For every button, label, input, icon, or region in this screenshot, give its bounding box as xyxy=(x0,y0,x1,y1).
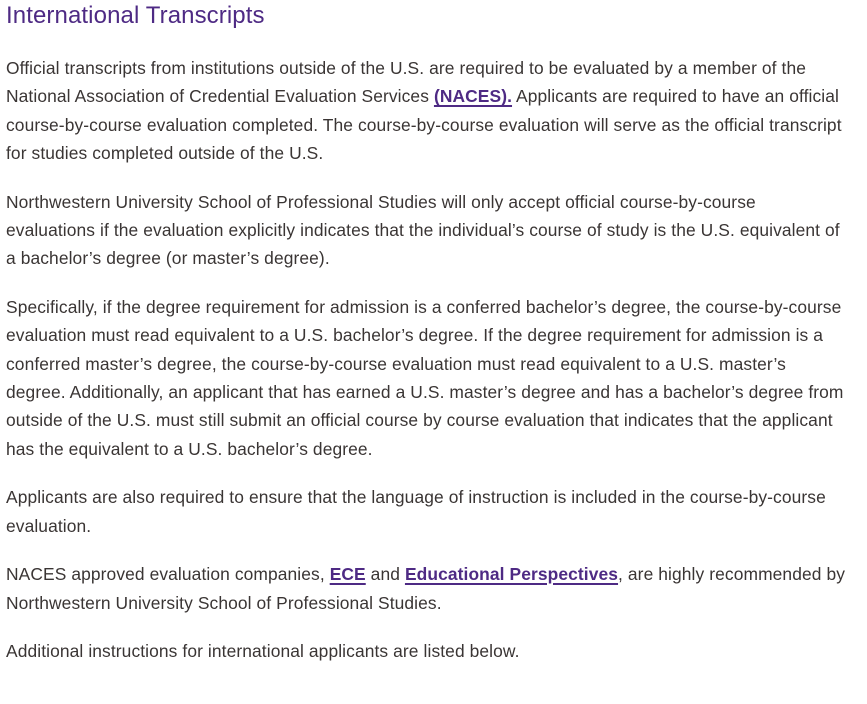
paragraph xyxy=(6,483,846,540)
paragraph xyxy=(6,637,846,665)
article-body xyxy=(6,54,846,665)
paragraph-text: Applicants are required to have an official course-by-course evaluation completed. The course-by-course evaluation will serve as the official transcript for studies completed outside of the U.S. xyxy=(6,86,842,164)
ece-link[interactable]: ECE xyxy=(329,564,366,585)
naces-link[interactable]: (NACES). xyxy=(433,86,513,107)
paragraph-text: Specifically, if the degree requirement for admission is a conferred bachelor’s degree, the course-by-course evaluation must read equivalent to a U.S. bachelor’s degree. If the degree requirement for admission is a conferred master’s degree, the course-by-course evaluation must read equivalent to a U.S. master’s degree. Additionally, an applicant that has earned a U.S. master’s degree and has a bachelor’s degree from outside of the U.S. must still submit an official course by course evaluation that indicates that the applicant has the equivalent to a U.S. bachelor’s degree. xyxy=(6,296,844,459)
paragraph-text: Northwestern University School of Professional Studies will only accept official course-by-course evaluations if the evaluation explicitly indicates that the individual’s course of study is the U.S. equivalent of a bachelor’s degree (or master’s degree). xyxy=(6,191,840,269)
paragraph-text: Additional instructions for international applicants are listed below. xyxy=(6,640,520,661)
page-title: International Transcripts xyxy=(6,2,265,29)
educational-perspectives-link[interactable]: Educational Perspectives xyxy=(404,564,619,585)
paragraph-text: , are highly recommended by Northwestern University School of Professional Studies. xyxy=(6,564,846,613)
paragraph xyxy=(6,54,846,168)
paragraph-text: NACES approved evaluation companies, xyxy=(6,564,330,585)
paragraph-text: and xyxy=(365,564,405,585)
paragraph xyxy=(6,188,846,273)
paragraph-text: Applicants are also required to ensure that the language of instruction is included in the course-by-course evaluation. xyxy=(6,487,826,536)
paragraph xyxy=(6,560,846,617)
paragraph xyxy=(6,293,846,463)
paragraph-text: Official transcripts from institutions outside of the U.S. are required to be evaluated by a member of the National Association of Credential Evaluation Services xyxy=(6,58,807,107)
